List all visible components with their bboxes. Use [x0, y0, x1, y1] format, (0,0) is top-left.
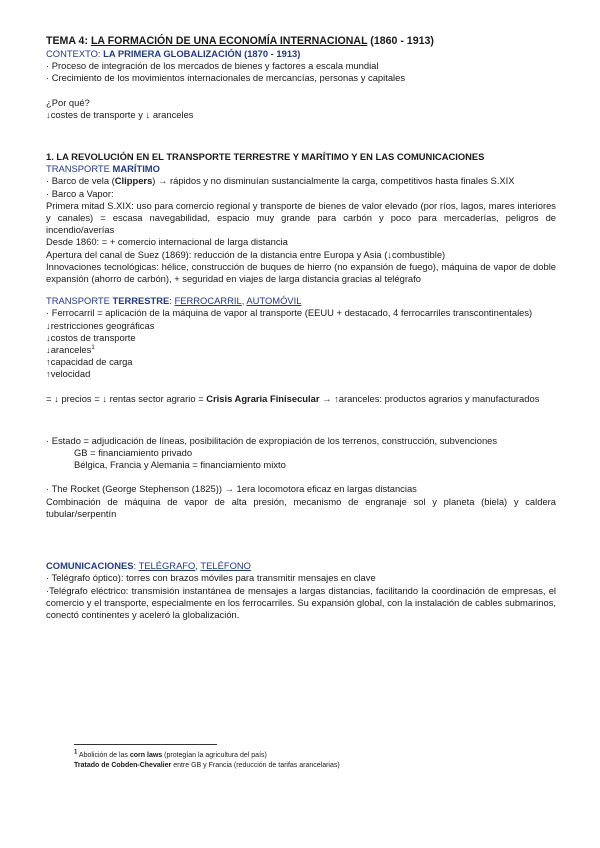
effect-item: ↑velocidad [46, 368, 91, 380]
effect-item: ↑capacidad de carga [46, 356, 133, 368]
effect-item: ↓aranceles$^1$ [46, 344, 95, 356]
context-bullet: · Crecimiento de los movimientos internacionales de mercancías, personas y capitales [46, 72, 406, 84]
suez-line: Apertura del canal de Suez (1869): reducción de la distancia entre Europa y Asia (↓combustible) [46, 248, 446, 260]
since-1860-line: Desde 1860: = + comercio internacional de larga distancia [46, 236, 288, 248]
mixed-line: Bélgica, Francia y Alemania = financiamiento mixto [74, 459, 286, 471]
footnote-line: $^1$ Abolición de las corn laws (protegían la agricultura del país) [74, 749, 267, 759]
gb-line: GB = financiamiento privado [74, 447, 193, 459]
maritime-subheading: TRANSPORTE MARÍTIMO [46, 163, 160, 175]
rail-line: · Ferrocarril = aplicación de la máquina de vapor al transporte (EEUU + destacado, 4 ferrocarriles transcontinentales) [46, 307, 533, 319]
electric-telegraph-paragraph: ·Telégrafo eléctrico: transmisión instantánea de mensajes a largas distancias, facilitando la coordinación de empresas, el comercio y el transporte, especialmente en los ferrocarriles. Su expansión global, con la instalación de cables submarinos, conectó continentes y aceleró la globalización. [46, 584, 556, 620]
effect-item: ↓restricciones geográficas [46, 319, 155, 331]
section-heading: 1. LA REVOLUCIÓN EN EL TRANSPORTE TERRESTRE Y MARÍTIMO Y EN LAS COMUNICACIONES [46, 151, 485, 163]
footnote-divider [74, 744, 217, 745]
state-line: · Estado = adjudicación de líneas, posibilitación de expropiación de los terrenos, construcción, subvenciones [46, 434, 498, 446]
document-page [46, 35, 556, 621]
comms-subheading: COMUNICACIONES: TELÉGRAFO, TELÉFONO [46, 560, 251, 572]
context-heading: CONTEXTO: LA PRIMERA GLOBALIZACIÓN (1870 - 1913) [46, 48, 301, 59]
sail-line: · Barco de vela (Clippers) → rápidos y no disminuían sustancialmente la carga, competitivos hasta finales S.XIX [46, 175, 515, 187]
crisis-line: = ↓ precios = ↓ rentas sector agrario = Crisis Agraria Finisecular → ↑aranceles: productos agrarios y manufacturados [46, 392, 540, 404]
title-main: LA FORMACIÓN DE UNA ECONOMÍA INTERNACIONAL [90, 35, 368, 47]
context-bullet: · Proceso de integración de los mercados de bienes y factores a escala mundial [46, 60, 379, 72]
optical-telegraph-line: · Telégrafo óptico): torres con brazos móviles para transmitir mensajes en clave [46, 572, 376, 584]
footnote-ref: 1 [91, 344, 95, 351]
steam-paragraph: Primera mitad S.XIX: uso para comercio regional y transporte de bienes de valor elevado (por ríos, lagos, mares interiores y canales) = escasa navegabilidad, espacio muy grande para carbón y poco para mercaderías, peligros de incendio/averías [46, 199, 556, 236]
footnotes [74, 744, 554, 771]
page-title: TEMA 4: LA FORMACIÓN DE UNA ECONOMÍA INTERNACIONAL (1860 - 1913) [46, 35, 434, 47]
answer-text: ↓costes de transporte y ↓ aranceles [46, 108, 194, 120]
footnote-line: Tratado de Cobden-Chevalier entre GB y Francia (reducción de tarifas arancelarias) [74, 762, 340, 769]
land-subheading: TRANSPORTE TERRESTRE: FERROCARRIL, AUTOMÓVIL [46, 295, 302, 307]
effect-item: ↓costos de transporte [46, 331, 136, 343]
question-text: ¿Por qué? [46, 96, 90, 108]
rocket-description: Combinación de máquina de vapor de alta presión, mecanismo de engranaje sol y planeta (biela) y caldera tubular/serpentín [46, 495, 556, 519]
innovations-paragraph: Innovaciones tecnológicas: hélice, construcción de buques de hierro (no expansión de fuego), máquina de vapor de doble expansión (ahorro de carbón), + seguridad en viajes de larga distancia gracias al telégrafo [46, 260, 556, 285]
steam-line: · Barco a Vapor: [46, 187, 114, 199]
rocket-line: · The Rocket (George Stephenson (1825)) → 1era locomotora eficaz en largas distancias [46, 483, 417, 495]
